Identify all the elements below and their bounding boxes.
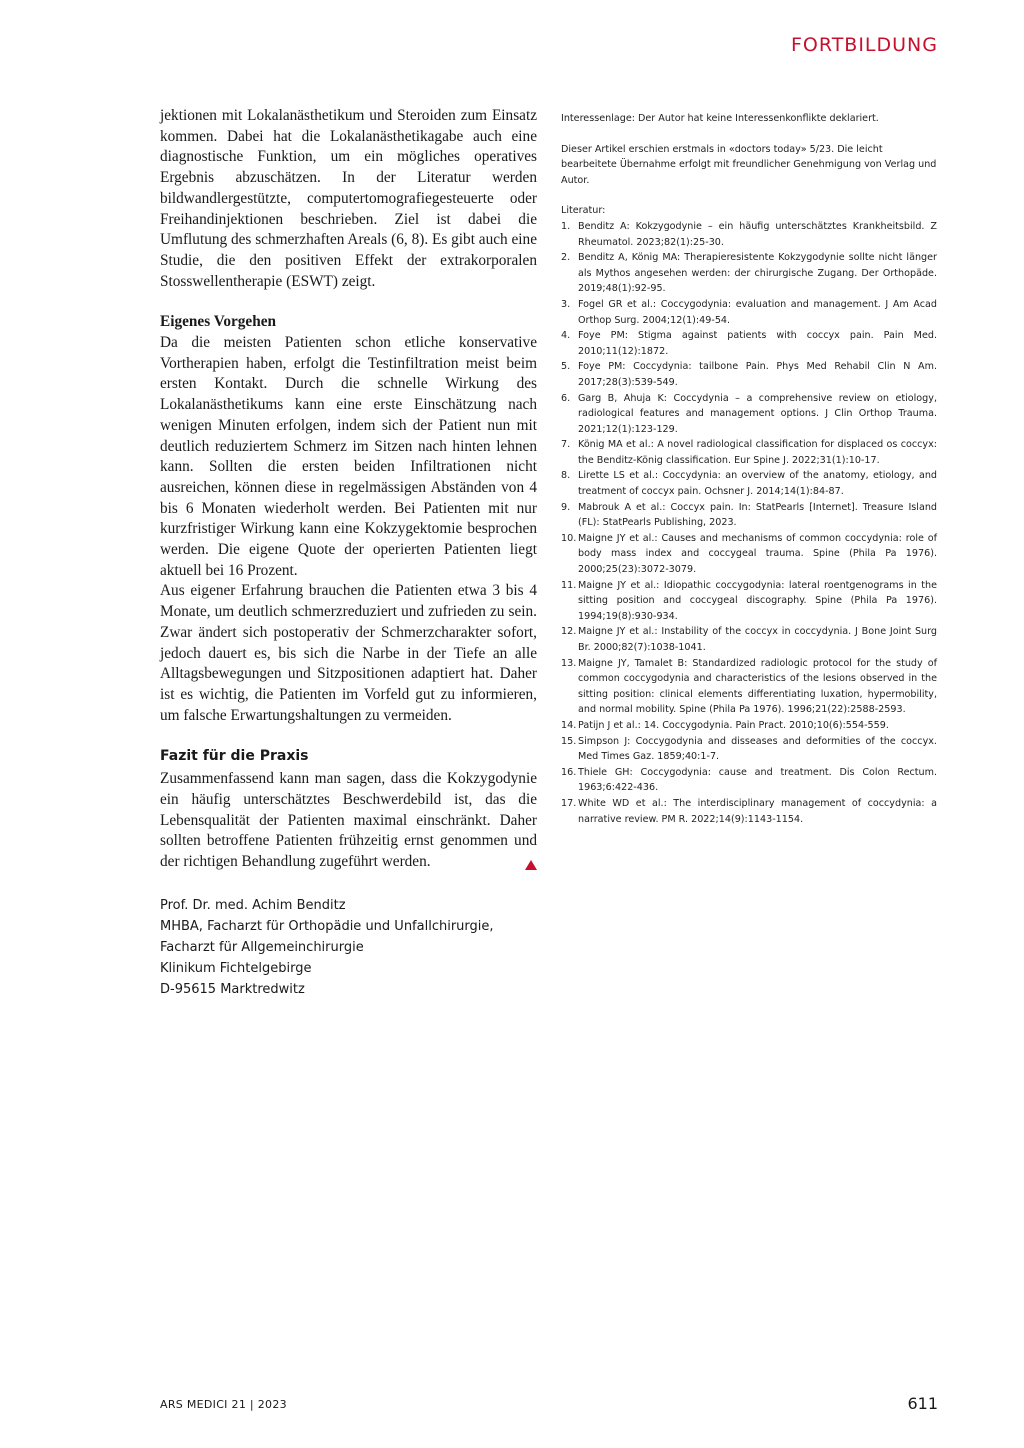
author-title-2: Facharzt für Allgemeinchirurgie [160, 939, 364, 955]
reference-item [561, 718, 937, 734]
reference-item [561, 765, 937, 796]
reference-item [561, 359, 937, 390]
reference-item [561, 531, 937, 578]
reference-list [561, 219, 937, 827]
reference-text: Maigne JY et al.: Causes and mechanisms of common coccydynia: role of body mass index and coccygeal trauma. Spine (Phila Pa 1976). 2000;25(23):3072-3079. [578, 532, 937, 576]
reference-text: Simpson J: Coccygodynia and disseases and deformities of the coccyx. Med Times Gaz. 1859;40:1-7. [578, 735, 937, 763]
reference-number: 5. [561, 361, 571, 373]
reference-text: Fogel GR et al.: Coccygodynia: evaluation and management. J Am Acad Orthop Surg. 2004;12(1):49-54. [578, 298, 937, 326]
reference-text: Lirette LS et al.: Coccydynia: an overview of the anatomy, etiology, and treatment of coccyx pain. Ochsner J. 2014;14(1):84-87. [578, 470, 937, 498]
reference-number: 14. [561, 719, 577, 731]
literature-label: Literatur: [561, 205, 606, 217]
reference-item [561, 734, 937, 765]
body-paragraph-1: jektionen mit Lokalanästhetikum und Steroiden zum Einsatz kommen. Dabei hat die Lokalanästhetikagabe auch eine diagnostische Funktion, um ein mögliches operatives Ergebnis abzuschätzen. In der Literatur werden bildwandlergestützte, computertomografiegesteuerte oder Freihandinjektionen beschrieben. Ziel ist dabei die Umflutung des schmerzhaften Areals (6, 8). Es gibt auch eine Studie, die den positiven Effekt der extrakorporalen Stosswellentherapie (ESWT) zeigt. [160, 107, 537, 290]
reference-text: König MA et al.: A novel radiological classification for displaced os coccyx: the Benditz-König classification. Eur Spine J. 2022;31(1):10-17. [578, 439, 937, 466]
body-paragraph-2: Da die meisten Patienten schon etliche konservative Vortherapien haben, erfolgt die Testinfiltration meist beim ersten Kontakt. Durch die schnelle Wirkung des Lokalanästhetikums kann eine erste Einschätzung nach wenigen Minuten erfolgen, indem sich der Patient nun mit deutlich reduziertem Schmerz im Sitzen nach hinten lehnen kann. Sollten die ersten beiden Infiltrationen nicht ausreichen, können diese in regelmässigen Abständen von 4 bis 6 Monaten wiederholt werden. Bei Patienten mit nur kurzfristiger Wirkung kann eine Kokzygektomie besprochen werden. Die eigene Quote der operierten Patienten liegt aktuell bei 16 Prozent. [160, 334, 537, 579]
end-of-article-triangle-icon [525, 860, 537, 870]
reference-number: 15. [561, 735, 577, 747]
body-paragraph-4: Zusammenfassend kann man sagen, dass die Kokzygodynie ein häufig unterschätztes Beschwerdebild ist, das die Lebensqualität der Patienten maximal einschränkt. Daher sollten betroffene Patienten frühzeitig ernst genommen und der richtigen Behandlung zugeführt werden. [160, 770, 537, 870]
reference-text: Benditz A: Kokzygodynie – ein häufig unterschätztes Krankheitsbild. Z Rheumatol. 2023;82(1):25-30. [578, 220, 937, 248]
origin-note: Dieser Artikel erschien erstmals in «doctors today» 5/23. Die leicht bearbeitete Übernahme erfolgt mit freundlicher Genehmigung von Verlag und Autor. [561, 143, 937, 186]
reference-item [561, 250, 937, 297]
reference-number: 2. [561, 252, 571, 264]
reference-number: 6. [561, 392, 571, 404]
reference-number: 7. [561, 439, 571, 451]
author-name: Prof. Dr. med. Achim Benditz [160, 897, 346, 913]
subheading-eigenes-vorgehen: Eigenes Vorgehen [160, 313, 277, 331]
fazit-heading: Fazit für die Praxis [160, 748, 309, 765]
reference-number: 4. [561, 330, 571, 342]
conclusion-block [160, 769, 537, 873]
reference-item [561, 500, 937, 531]
page-number: 611 [907, 1394, 938, 1413]
reference-item [561, 578, 937, 625]
reference-item [561, 297, 937, 328]
reference-text: Foye PM: Coccydynia: tailbone Pain. Phys Med Rehabil Clin N Am. 2017;28(3):539-549. [578, 361, 937, 388]
reference-item [561, 437, 937, 468]
reference-item [561, 391, 937, 438]
reference-text: Patijn J et al.: 14. Coccygodynia. Pain Pract. 2010;10(6):554-559. [578, 719, 889, 731]
reference-number: 10. [561, 532, 577, 544]
author-clinic: Klinikum Fichtelgebirge [160, 960, 312, 976]
reference-text: Garg B, Ahuja K: Coccydynia – a comprehensive review on etiology, radiological features and management options. J Clin Orthop Trauma. 2021;12(1):123-129. [578, 392, 937, 435]
conflict-of-interest-note: Interessenlage: Der Autor hat keine Interessenkonflikte deklariert. [561, 113, 879, 124]
reference-number: 3. [561, 298, 571, 310]
author-info [160, 895, 537, 1000]
reference-text: Maigne JY et al.: Instability of the coccyx in coccydynia. J Bone Joint Surg Br. 2000;82(7):1038-1041. [578, 626, 937, 653]
reference-number: 9. [561, 501, 571, 513]
reference-item [561, 624, 937, 655]
reference-number: 11. [561, 579, 577, 591]
reference-item [561, 219, 937, 250]
journal-footer: ARS MEDICI 21 | 2023 [160, 1398, 287, 1411]
reference-text: Thiele GH: Coccygodynia: cause and treatment. Dis Colon Rectum. 1963;6:422-436. [578, 766, 937, 794]
reference-item [561, 468, 937, 499]
author-city: D-95615 Marktredwitz [160, 981, 305, 997]
main-text-column [160, 106, 537, 1000]
body-paragraph-3: Aus eigener Erfahrung brauchen die Patienten etwa 3 bis 4 Monate, um deutlich schmerzreduziert und zufrieden zu sein. Zwar ändert sich postoperativ der Schmerzcharakter sofort, jedoch dauert es, bis sich die Narbe in der Tiefe an alle Alltagsbewegungen und Sitzpositionen adaptiert hat. Daher ist es wichtig, die Patienten im Vorfeld gut zu informieren, um falsche Erwartungshaltungen zu vermeiden. [160, 582, 537, 724]
reference-number: 12. [561, 626, 577, 638]
side-column [561, 111, 937, 827]
reference-number: 16. [561, 766, 577, 778]
reference-text: Foye PM: Stigma against patients with coccyx pain. Pain Med. 2010;11(12):1872. [578, 330, 937, 357]
section-title: FORTBILDUNG [790, 34, 938, 56]
reference-number: 8. [561, 470, 571, 482]
reference-text: Maigne JY et al.: Idiopathic coccygodynia: lateral roentgenograms in the sitting position and coccygeal discography. Spine (Phila Pa 1976). 1994;19(8):930-934. [578, 579, 937, 622]
reference-number: 17. [561, 797, 577, 809]
reference-item [561, 796, 937, 827]
reference-number: 13. [561, 657, 577, 669]
reference-text: White WD et al.: The interdisciplinary management of coccydynia: a narrative review. PM R. 2022;14(9):1143-1154. [578, 797, 937, 825]
reference-item [561, 656, 937, 718]
reference-item [561, 328, 937, 359]
reference-text: Benditz A, König MA: Therapieresistente Kokzygodynie sollte nicht länger als Mythos angesehen werden: der chirurgische Zugang. Der Orthopäde. 2019;48(1):92-95. [578, 252, 937, 295]
reference-text: Maigne JY, Tamalet B: Standardized radiologic protocol for the study of common coccygodynia and characteristics of the lesions observed in the sitting position: clinical elements differentiating luxation, hypermobility, and normal mobility. Spine (Phila Pa 1976). 1996;21(22):2588-2593. [578, 657, 937, 716]
reference-number: 1. [561, 220, 571, 232]
reference-text: Mabrouk A et al.: Coccyx pain. In: StatPearls [Internet]. Treasure Island (FL): StatPearls Publishing, 2023. [578, 501, 937, 529]
author-title-1: MHBA, Facharzt für Orthopädie und Unfallchirurgie, [160, 918, 494, 934]
